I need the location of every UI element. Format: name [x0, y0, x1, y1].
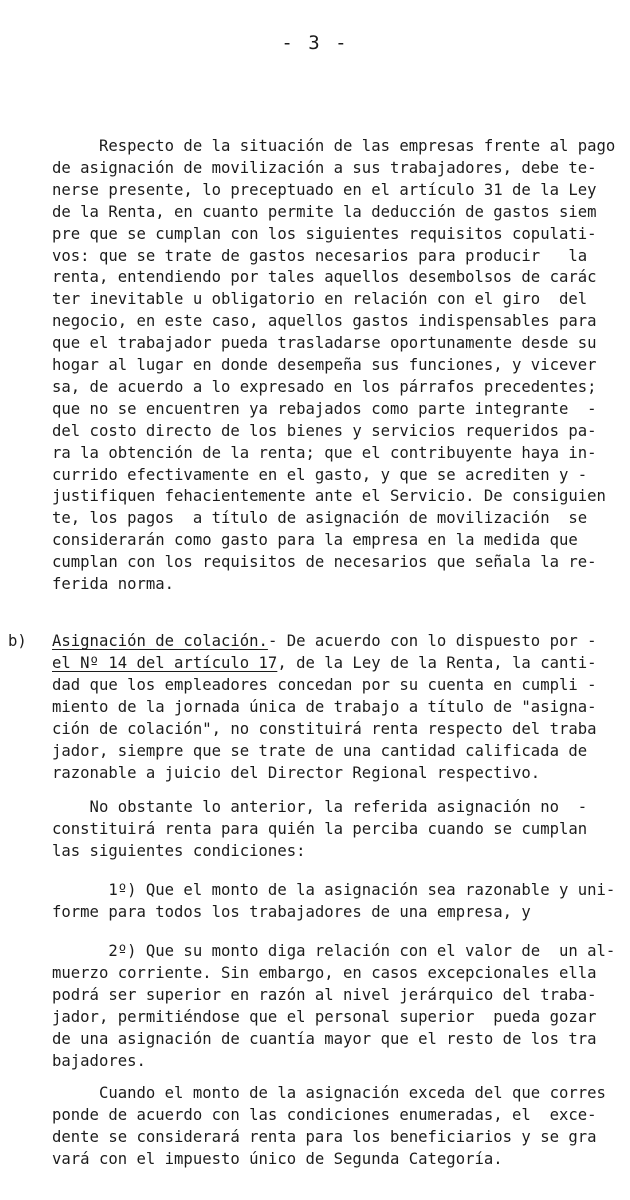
section-b-line2-rest: , de la Ley de la Renta, la canti- [277, 654, 597, 672]
section-b-line1-rest: - De acuerdo con lo dispuesto por - [267, 632, 597, 650]
section-b-heading-line [52, 631, 597, 651]
text-line: 2º) Que su monto diga relación con el valor de un al- [52, 942, 616, 960]
text-line: te, los pagos a título de asignación de movilización se [52, 509, 588, 528]
text-line: vará con el impuesto único de Segunda Categoría. [52, 1150, 503, 1168]
text-line: podrá ser superior en razón al nivel jerárquico del traba- [52, 986, 597, 1004]
text-line: que el trabajador pueda trasladarse oportunamente desde su [52, 334, 597, 353]
text-line: las siguientes condiciones: [52, 842, 306, 860]
section-b-marker: b) [8, 632, 27, 650]
section-b-article-ref: el Nº 14 del artículo 17 [52, 654, 278, 672]
text-line: que no se encuentren ya rebajados como parte integrante - [52, 399, 597, 418]
text-line: ción de colación", no constituirá renta respecto del traba [52, 720, 597, 738]
section-b-line-2 [52, 653, 597, 673]
text-line: jador, siempre que se trate de una cantidad calificada de [52, 742, 588, 760]
text-line: negocio, en este caso, aquellos gastos indispensables para [52, 312, 597, 331]
page-number: - 3 - [281, 32, 349, 54]
text-line: de una asignación de cuantía mayor que el resto de los tra [52, 1030, 597, 1048]
section-b-heading: Asignación de colación. [52, 632, 268, 650]
text-line: miento de la jornada única de trabajo a título de "asigna- [52, 698, 597, 716]
text-line: Cuando el monto de la asignación exceda del que corres [52, 1084, 606, 1102]
text-line: vos: que se trate de gastos necesarios para producir la [52, 246, 588, 265]
text-line: jador, permitiéndose que el personal superior pueda gozar [52, 1008, 597, 1026]
text-line: ponde de acuerdo con las condiciones enumeradas, el exce- [52, 1106, 597, 1124]
text-line: nerse presente, lo preceptuado en el artículo 31 de la Ley [52, 180, 597, 199]
text-line: sa, de acuerdo a lo expresado en los párrafos precedentes; [52, 377, 597, 396]
text-line: No obstante lo anterior, la referida asignación no - [52, 798, 588, 816]
text-line: forme para todos los trabajadores de una empresa, y [52, 903, 531, 921]
text-line: considerarán como gasto para la empresa en la medida que [52, 531, 578, 550]
text-line: renta, entendiendo por tales aquellos desembolsos de carác [52, 268, 597, 287]
text-line: Respecto de la situación de las empresas frente al pago [52, 137, 616, 155]
text-line: currido efectivamente en el gasto, y que se acrediten y - [52, 465, 588, 484]
text-line: dente se considerará renta para los beneficiarios y se gra [52, 1128, 597, 1146]
text-line: 1º) Que el monto de la asignación sea razonable y uni- [52, 881, 616, 899]
text-line: de asignación de movilización a sus trabajadores, debe te- [52, 158, 597, 177]
text-line: de la Renta, en cuanto permite la deducción de gastos siem [52, 202, 597, 221]
text-line: cumplan con los requisitos de necesarios que señala la re- [52, 553, 597, 572]
text-line: dad que los empleadores concedan por su cuenta en cumpli - [52, 676, 597, 694]
text-line: razonable a juicio del Director Regional respectivo. [52, 764, 541, 782]
text-line: justifiquen fehacientemente ante el Servicio. De consiguien [52, 487, 606, 506]
text-line: muerzo corriente. Sin embargo, en casos excepcionales ella [52, 964, 597, 982]
text-line: pre que se cumplan con los siguientes requisitos copulati- [52, 224, 597, 243]
text-line: del costo directo de los bienes y servicios requeridos pa- [52, 421, 597, 440]
text-line: ter inevitable u obligatorio en relación con el giro del [52, 290, 588, 309]
text-line: hogar al lugar en donde desempeña sus funciones, y vicever [52, 356, 597, 374]
text-line: ferida norma. [52, 575, 175, 593]
text-line: bajadores. [52, 1052, 146, 1070]
text-line: ra la obtención de la renta; que el contribuyente haya in- [52, 443, 597, 462]
text-line: constituirá renta para quién la perciba cuando se cumplan [52, 820, 588, 838]
